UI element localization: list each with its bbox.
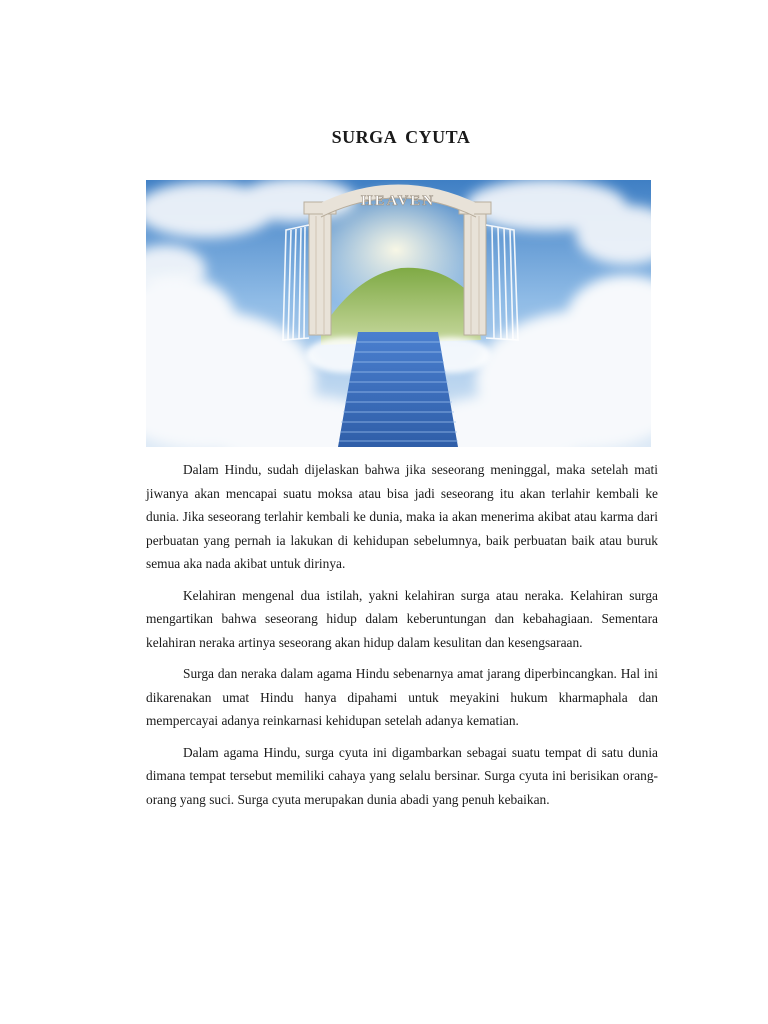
heaven-gate-illustration (146, 180, 651, 447)
paragraph-4: Dalam agama Hindu, surga cyuta ini digambarkan sebagai suatu tempat di satu dunia dimana tempat tersebut memiliki cahaya yang selalu bersinar. Surga cyuta ini berisikan orang-orang yang suci. Surga cyuta merupakan dunia abadi yang penuh kebaikan. (146, 744, 658, 807)
article-body (146, 458, 658, 819)
paragraph-3: Surga dan neraka dalam agama Hindu sebenarnya amat jarang diperbincangkan. Hal ini dikarenakan umat Hindu hanya dipahami untuk meyakini hukum kharmaphala dan mempercayai adanya reinkarnasi kehidupan setelah adanya kematian. (146, 666, 658, 728)
heaven-gate-picture (146, 180, 651, 447)
paragraph-1: Dalam Hindu, sudah dijelaskan bahwa jika seseorang meninggal, maka setelah mati jiwanya akan mencapai suatu moksa atau bisa jadi seseorang itu akan terlahir kembali ke dunia. Jika seseorang terlahir kembali ke dunia, maka ia akan menerima akibat atau karma dari perbuatan yang pernah ia lakukan di kehidupan sebelumnya, baik perbuatan baik atau buruk semua aka nada akibat untuk dirinya. (146, 462, 658, 571)
page-title: SURGA CYUTA (331, 127, 471, 147)
gate-sign: HEAVEN (360, 193, 436, 209)
paragraph-2: Kelahiran mengenal dua istilah, yakni kelahiran surga atau neraka. Kelahiran surga mengartikan bahwa seseorang hidup dalam keberuntungan dan kebahagiaan. Sementara kelahiran neraka artinya seseorang akan hidup dalam kesulitan dan kesengsaraan. (146, 587, 658, 650)
